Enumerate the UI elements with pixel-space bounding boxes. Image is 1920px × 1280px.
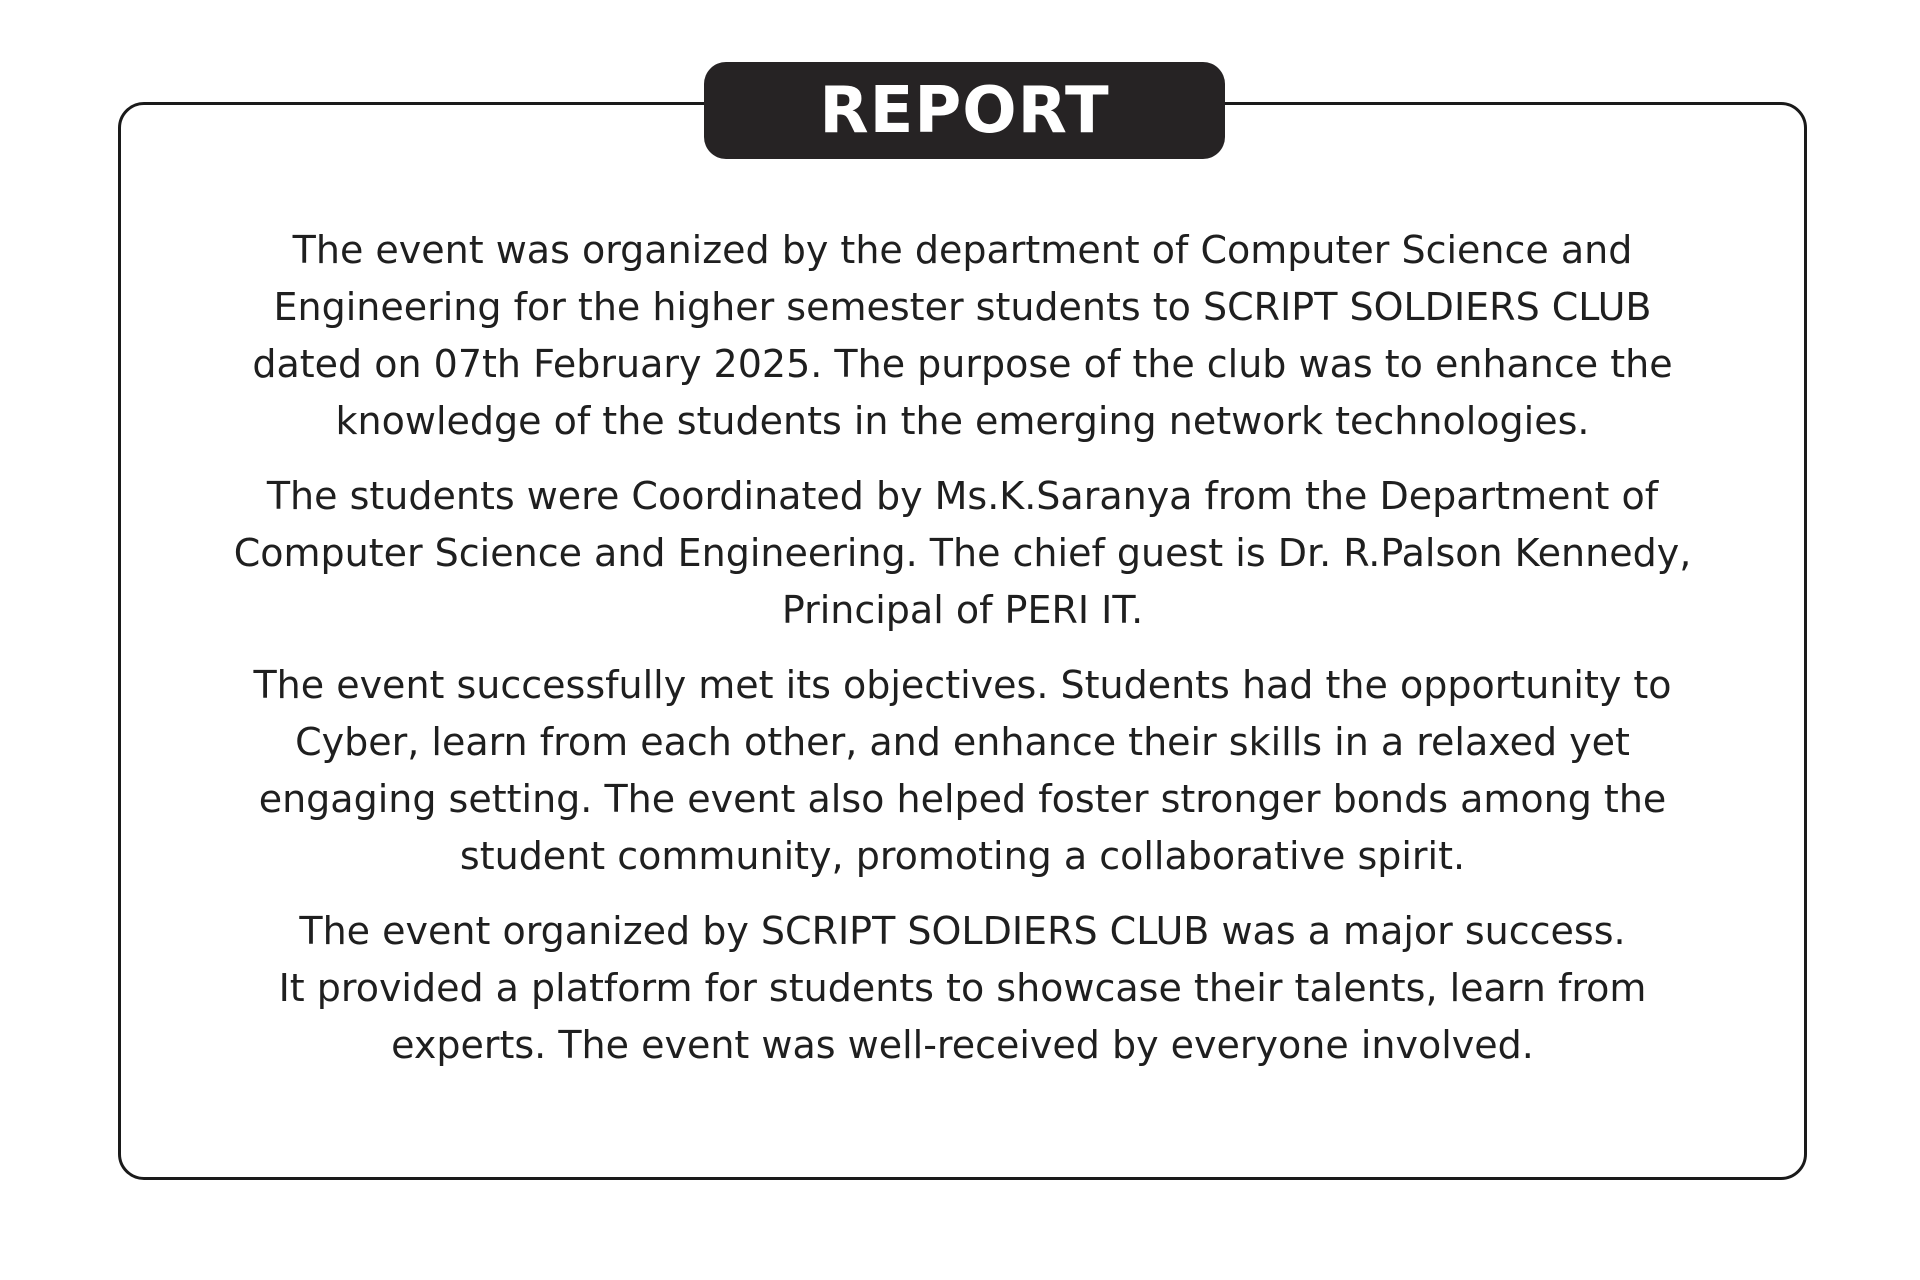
report-line: Engineering for the higher semester students to SCRIPT SOLDIERS CLUB bbox=[273, 285, 1652, 329]
report-line: experts. The event was well-received by everyone involved. bbox=[391, 1023, 1534, 1067]
report-line: Computer Science and Engineering. The chief guest is Dr. R.Palson Kennedy, bbox=[233, 531, 1692, 575]
report-line: It provided a platform for students to showcase their talents, learn from bbox=[278, 966, 1647, 1010]
report-title: REPORT bbox=[704, 62, 1225, 159]
report-line: Cyber, learn from each other, and enhance their skills in a relaxed yet bbox=[295, 720, 1630, 764]
report-line: dated on 07th February 2025. The purpose of the club was to enhance the bbox=[252, 342, 1673, 386]
report-line: Principal of PERI IT. bbox=[781, 588, 1144, 632]
report-line: engaging setting. The event also helped foster stronger bonds among the bbox=[258, 777, 1667, 821]
report-line: student community, promoting a collaborative spirit. bbox=[459, 834, 1466, 878]
report-line: The students were Coordinated by Ms.K.Saranya from the Department of bbox=[266, 474, 1659, 518]
report-paragraph-3 bbox=[158, 657, 1767, 885]
report-line: The event successfully met its objectives. Students had the opportunity to bbox=[253, 663, 1672, 707]
report-paragraph-1 bbox=[158, 222, 1767, 450]
report-line: The event was organized by the department of Computer Science and bbox=[292, 228, 1633, 272]
report-paragraph-4 bbox=[158, 903, 1767, 1074]
report-paragraph-2 bbox=[158, 468, 1767, 639]
report-line: knowledge of the students in the emerging network technologies. bbox=[335, 399, 1590, 443]
report-body bbox=[140, 222, 1785, 1092]
report-line: The event organized by SCRIPT SOLDIERS CLUB was a major success. bbox=[299, 909, 1626, 953]
